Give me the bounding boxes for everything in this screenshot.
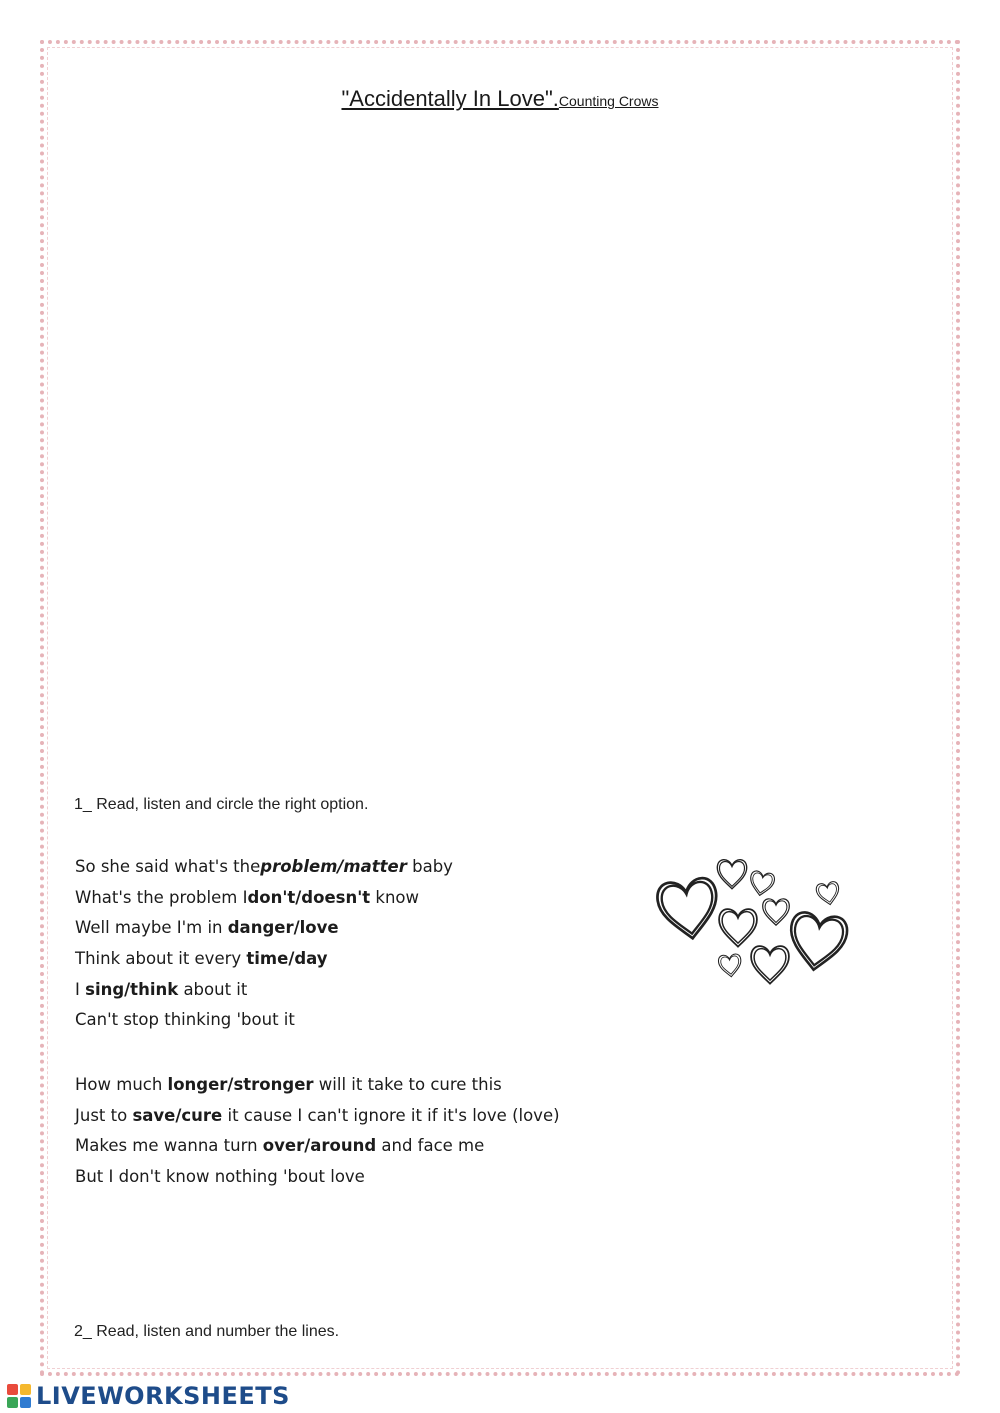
lyric-text: and face me: [376, 1136, 485, 1156]
hearts-illustration: [650, 850, 860, 995]
worksheet-title: [0, 86, 1000, 112]
answer-options[interactable]: don't/doesn't: [247, 887, 371, 907]
heart-icon: [655, 876, 721, 942]
lyric-text: How much: [75, 1075, 168, 1094]
answer-options[interactable]: time/day: [246, 949, 328, 969]
lyric-text: know: [370, 887, 419, 907]
heart-icon: [751, 946, 789, 983]
lyric-text: it cause I can't ignore it if it's love (love): [222, 1105, 560, 1125]
answer-options[interactable]: over/around: [262, 1136, 377, 1156]
answer-options[interactable]: longer/stronger: [167, 1075, 314, 1094]
liveworksheets-logo[interactable]: [6, 1381, 290, 1411]
lyric-text: about it: [178, 979, 248, 999]
lyric-line: [75, 1070, 560, 1101]
lyric-text: But I don't know nothing 'bout love: [75, 1167, 365, 1187]
heart-icon: [786, 911, 849, 974]
answer-options[interactable]: danger/love: [227, 918, 339, 938]
liveworksheets-logo-icon: [6, 1383, 32, 1409]
lyrics-stanza-2: [75, 1070, 560, 1193]
lyric-line: [75, 944, 453, 975]
lyric-line: [75, 1005, 453, 1036]
lyric-line: [75, 1131, 560, 1162]
lyric-text: Can't stop thinking 'bout it: [75, 1010, 295, 1030]
song-title: "Accidentally In Love".: [341, 86, 559, 111]
heart-icon: [763, 899, 790, 925]
logo-text: LIVEWORKSHEETS: [36, 1382, 290, 1410]
lyric-line: [75, 1162, 560, 1193]
lyric-text: I: [75, 979, 86, 999]
exercise-1-instruction: 1_ Read, listen and circle the right option.: [74, 796, 369, 813]
lyric-text: Well maybe I'm in: [75, 918, 228, 938]
heart-icon: [815, 881, 841, 907]
answer-options[interactable]: sing/think: [85, 979, 179, 999]
lyric-line: [75, 883, 453, 914]
lyric-text: Just to: [75, 1105, 133, 1125]
lyric-line: [75, 913, 453, 944]
heart-icon: [719, 909, 757, 946]
lyric-text: Makes me wanna turn: [75, 1136, 263, 1156]
answer-options[interactable]: save/cure: [132, 1105, 223, 1125]
heart-icon: [717, 860, 746, 889]
heart-icon: [718, 953, 743, 977]
lyric-line: [75, 975, 453, 1006]
heart-icon: [748, 870, 776, 897]
exercise-2-instruction: 2_ Read, listen and number the lines.: [74, 1323, 340, 1340]
lyric-line: [75, 1101, 560, 1132]
lyric-text: What's the problem I: [75, 887, 248, 907]
lyrics-stanza-1: [75, 852, 453, 1036]
lyric-text: will it take to cure this: [313, 1075, 502, 1094]
lyric-text: baby: [406, 857, 453, 876]
artist-name: Counting Crows: [558, 93, 659, 109]
lyric-text: Think about it every: [75, 949, 247, 969]
answer-options[interactable]: problem/matter: [260, 857, 407, 876]
lyric-text: So she said what's the: [75, 857, 261, 876]
lyric-line: [75, 852, 453, 883]
